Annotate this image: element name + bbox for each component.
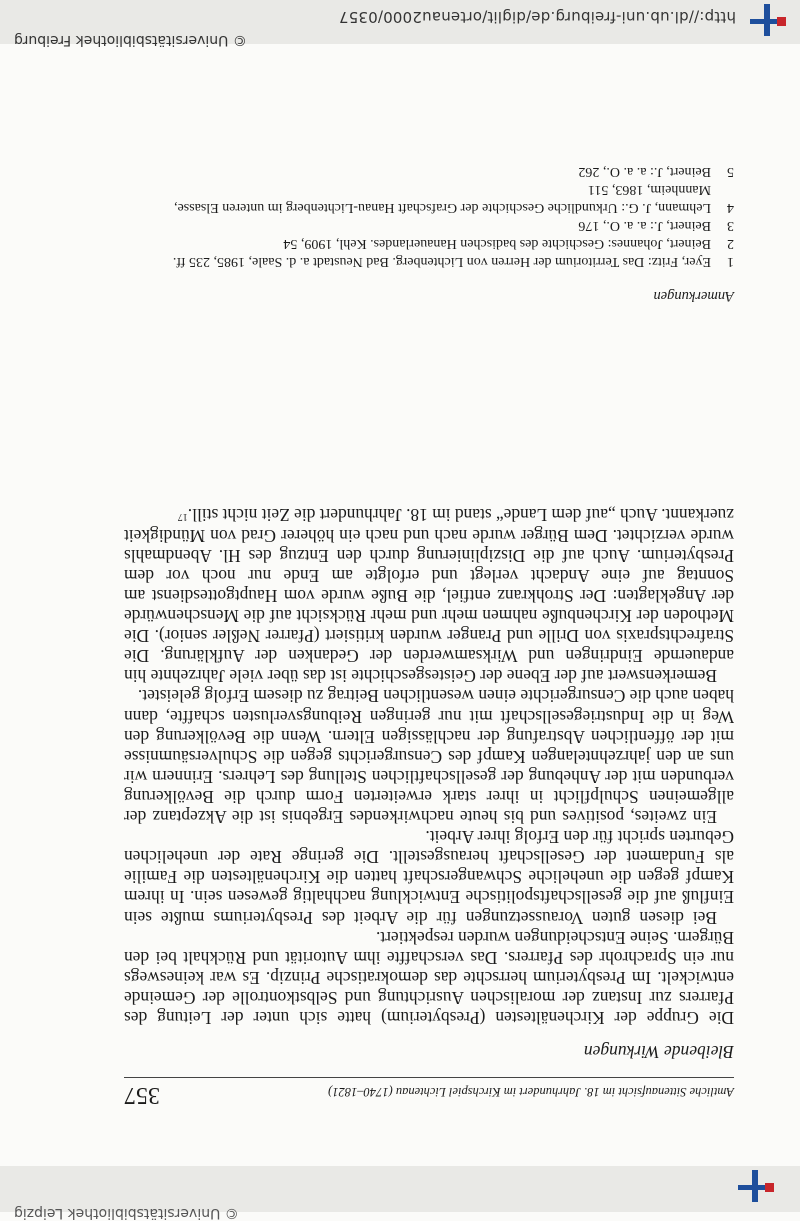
note-text: Beinert, J.: a. a. O., 176 [578,218,711,233]
note-text: Eyer, Fritz: Das Territorium der Herren von Lichtenberg. Bad Neustadt a. d. Saale, 1985, 235 ff. [172,254,711,269]
note-item [124,234,734,252]
notes-title: Anmerkungen [653,288,734,304]
note-item [124,180,734,216]
paragraph-text: Bemerkenswert auf der Ebene der Geistesgeschichte ist das über viele Jahrzehnte hin andauernde Eindringen und Wirksamwerden der Gedanken der Aufklärung. Die Strafrechtspraxis von Drille und Pranger wurden kritisiert (Pfarrer Neßler senior). Die Methoden der Kirchenbuße nahmen mehr und mehr Rücksicht auf die Menschenwürde der Angeklagten: Der Strohkranz entfiel, die Buße wurde vom Hauptgottesdienst am Sonntag auf eine Andacht verlegt und erfolgte am Ende nur noch vor dem Presbyterium. Auch auf die Disziplinierung durch den Entzug des Hl. Abendmahls wurde verzichtet. Dem Bürger wurde nach und nach ein höherer Grad von Mündigkeit zuerkannt. Auch „auf dem Lande“ stand im 18. Jahrhundert die Zeit nicht still. [124,504,734,687]
note-text: Beinert, J.: a. a. O., 262 [578,164,711,179]
note-text: Lehmann, J. G.: Urkundliche Geschichte der Grafschaft Hanau-Lichtenberg im unteren Elsasse, Mannheim, 1863, 511 [174,182,711,215]
permalink-url[interactable]: http://dl.ub.uni-freiburg.de/diglit/ortenau2000/0357 [338,8,736,26]
notes-list [124,162,734,270]
top-credit: © Universitätsbibliothek Leipzig [14,1205,239,1221]
section-title: Bleibende Wirkungen [583,1042,734,1062]
paragraph: Bei diesen guten Voraussetzungen für die Arbeit des Presbyteriums mußte sein Einfluß auf die gesellschaftspolitische Entwicklung nachhaltig gewesen sein. In ihrem Kampf gegen die uneheliche Schwangerschaft hatten die Kirchenältesten die Familie als Fundament der Gesellschaft herausgestellt. Die geringe Rate der unehelichen Geburten spricht für den Erfolg ihrer Arbeit. [124,827,734,928]
note-item [124,216,734,234]
library-logo-icon [736,1162,776,1202]
note-number: 4 [727,200,734,215]
library-logo-icon [748,0,788,36]
running-title: Amtliche Sittenaufsicht im 18. Jahrhundert im Kirchspiel Lichtenau (1740–1821) [328,1085,734,1099]
note-number: 5 [727,164,734,179]
note-item [124,252,734,270]
page-number: 357 [124,1082,160,1108]
paragraph: Ein zweites, positives und bis heute nachwirkendes Ergebnis ist die Akzeptanz der allgemeinen Schulpflicht in ihrer stark erweiterten Form durch die Bevölkerung verbunden mit der Anhebung der gesellschaftlichen Stellung des Lehrers. Erinnern wir uns an den jahrzehntelangen Kampf des Censurgerichts gegen die Schulversäumnisse mit der öffentlichen Abstrafung der nachlässigen Eltern. Wenn die Bevölkerung den Weg in die Industriegesellschaft mit nur geringen Reibungsverlusten schaffte, dann haben auch die Censurgerichte einen wesentlichen Beitrag zu diesem Erfolg geleistet. [124,686,734,828]
running-header [124,1077,734,1106]
note-number: 2 [727,236,734,251]
note-number: 3 [727,218,734,233]
viewer-bottom-bar [0,0,800,48]
note-text: Beinert, Johannes: Geschichte des badischen Hanauerlandes. Kehl, 1909, 54 [283,236,711,251]
footnote-ref: 17 [177,510,188,522]
body-text [124,505,734,1028]
paragraph: Die Gruppe der Kirchenältesten (Presbyterium) hatte sich unter der Leitung des Pfarrers zur Instanz der moralischen Ausrichtung und Selbstkontrolle der Gemeinde entwickelt. Im Presbyterium herrschte das demokratische Prinzip. Es war keineswegs nur ein Sprachrohr des Pfarrers. Das verschaffte ihm Autorität und Rückhalt bei den Bürgern. Seine Entscheidungen wurden respektiert. [124,927,734,1028]
note-item [124,162,734,180]
note-number: 1 [727,254,734,269]
paragraph-last [124,505,734,687]
source-credit: © Universitätsbibliothek Freiburg [14,32,247,48]
viewer-top-bar [0,1166,800,1221]
